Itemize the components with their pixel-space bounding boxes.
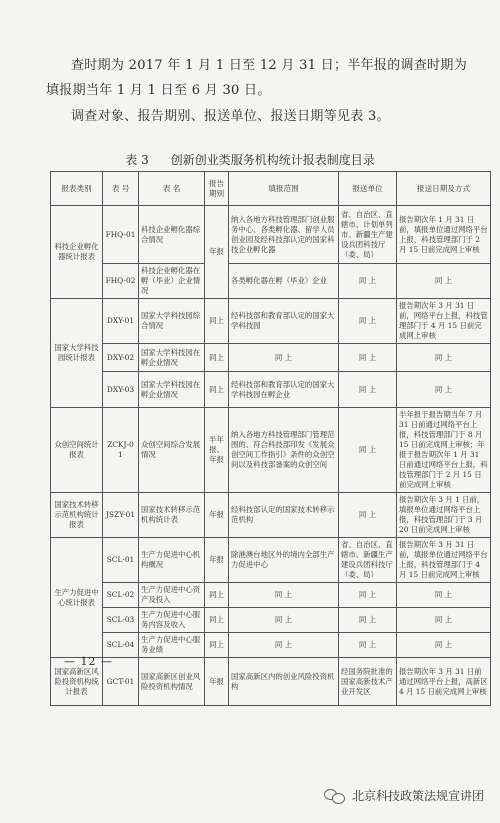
table-caption: 创新创业类服务机构统计报表制度目录	[170, 153, 375, 167]
cell-name: 国家大学科技园在孵企业情况	[139, 344, 205, 372]
body-text-line-2: 填报期当年 1 月 1 日至 6 月 30 日。	[46, 83, 271, 98]
header-category: 报表类别	[51, 172, 103, 206]
cell-name: 科技企业孵化器综合情况	[139, 206, 205, 264]
cell-code: DXY-01	[103, 299, 139, 344]
cell-name: 国家高新区创业风险投资机构情况	[139, 658, 205, 706]
cell-date: 同 上	[397, 583, 491, 608]
cell-name: 国家技术转移示范机构统计表	[139, 493, 205, 538]
header-code: 表 号	[103, 172, 139, 206]
cell-unit: 同 上	[339, 493, 397, 538]
cell-period: 半年报、年报	[205, 408, 229, 493]
cell-date: 同 上	[397, 372, 491, 408]
group-transfer: 国家技术转移示范机构统计报表	[51, 493, 103, 538]
cell-scope: 纳入各地方科技管理部门管理范围的、符合科技部印发《发展众创空间工作指引》条件的众创空间以及科技部备案的众创空间	[229, 408, 339, 493]
cell-code: FHQ-01	[103, 206, 139, 264]
header-unit: 报送单位	[339, 172, 397, 206]
body-text-line-1: 查时期为 2017 年 1 月 1 日至 12 月 31 日；半年报的调查时期为	[71, 58, 468, 73]
table-row	[51, 372, 491, 408]
cell-scope: 经科技部和教育部认定的国家大学科技园	[229, 299, 339, 344]
cell-unit: 同 上	[339, 264, 397, 299]
cell-period: 年报	[205, 493, 229, 538]
cell-code: SCL-03	[103, 608, 139, 633]
cell-date: 报告期次年 3 月 1 日前，填报单位通过网络平台上报，科技管理部门于 3 月 20 日前完成网上审核	[397, 493, 491, 538]
table-row	[51, 538, 491, 583]
cell-date: 报告期次年 3 月 31 日前，网络平台上报，科技管理部门于 4 月 15 日前完成网上审核	[397, 299, 491, 344]
cell-period: 年报	[205, 658, 229, 706]
cell-name: 生产力促进中心机构概况	[139, 538, 205, 583]
page-number: — 12 —	[64, 655, 113, 668]
body-text-line-3: 调查对象、报告期别、报送单位、报送日期等见表 3。	[71, 109, 390, 124]
cell-period: 同上	[205, 344, 229, 372]
cell-scope: 同 上	[229, 344, 339, 372]
cell-name: 生产力促进中心服务内容及收入	[139, 608, 205, 633]
group-maker: 众创空间统计报表	[51, 408, 103, 493]
cell-name: 国家大学科技园综合情况	[139, 299, 205, 344]
cell-unit: 同 上	[339, 299, 397, 344]
wechat-icon	[324, 788, 346, 804]
cell-date: 同 上	[397, 264, 491, 299]
cell-date: 报告期次年 3 月 31 日前，填报单位通过网络平台上报，科技管理部门于 4 月 15 日前完成网上审核	[397, 538, 491, 583]
table-row	[51, 264, 491, 299]
watermark-text: 北京科技政策法规宣讲团	[351, 789, 484, 803]
cell-unit: 同 上	[339, 372, 397, 408]
table-row	[51, 608, 491, 633]
table-row	[51, 583, 491, 608]
cell-unit: 省、自治区、直辖市、新疆生产建设兵团科技厅（委、局）	[339, 538, 397, 583]
header-name: 表 名	[139, 172, 205, 206]
cell-unit: 同 上	[339, 583, 397, 608]
cell-code: ZCKJ-01	[103, 408, 139, 493]
group-incubator: 科技企业孵化器统计报表	[51, 206, 103, 299]
table-row	[51, 493, 491, 538]
cell-period: 同上	[205, 608, 229, 633]
cell-unit: 同 上	[339, 608, 397, 633]
table-row	[51, 344, 491, 372]
cell-name: 众创空间综合发展情况	[139, 408, 205, 493]
cell-unit: 同 上	[339, 633, 397, 658]
cell-period: 年报	[205, 538, 229, 583]
cell-scope: 经科技部和教育部认定的国家大学科技园在孵企业	[229, 372, 339, 408]
cell-code: SCL-04	[103, 633, 139, 658]
cell-scope: 同 上	[229, 583, 339, 608]
cell-scope: 经科技部认定的国家技术转移示范机构	[229, 493, 339, 538]
cell-scope: 各类孵化器在孵（毕业）企业	[229, 264, 339, 299]
cell-date: 半年报于报告期当年 7 月 31 日前通过网络平台上报，科技管理部门于 8 月 15 日前完成网上审核；年报于报告期次年 1 月 31 日前通过网络平台上报，科技管理部门于 2 月 15 日前完成网上审核	[397, 408, 491, 493]
cell-date: 报告期次年 3 月 31 日前通过网络平台上报，高新区 4 月 15 日前完成网上审核	[397, 658, 491, 706]
cell-scope: 纳入各地方科技管理部门创业服务中心、各类孵化器、留学人员创业园及经科技部认定的国家科技企业孵化器	[229, 206, 339, 264]
report-catalog-table	[50, 171, 491, 706]
cell-unit: 经国务院批准的国家高新技术产业开发区	[339, 658, 397, 706]
table-row	[51, 408, 491, 493]
cell-scope: 同 上	[229, 608, 339, 633]
cell-unit: 同 上	[339, 408, 397, 493]
cell-period: 同上	[205, 583, 229, 608]
cell-period: 同上	[205, 633, 229, 658]
group-venture: 国家高新区风险投资机构统计报表	[51, 658, 103, 706]
header-date: 报送日期及方式	[397, 172, 491, 206]
cell-date: 同 上	[397, 344, 491, 372]
cell-code: DXY-03	[103, 372, 139, 408]
table-row	[51, 658, 491, 706]
cell-date: 同 上	[397, 633, 491, 658]
cell-unit: 同 上	[339, 344, 397, 372]
cell-code: DXY-02	[103, 344, 139, 372]
table-title	[0, 151, 500, 168]
watermark	[324, 787, 484, 804]
cell-code: JSZY-01	[103, 493, 139, 538]
header-period: 报告期别	[205, 172, 229, 206]
header-scope: 填报范围	[229, 172, 339, 206]
cell-period: 年报	[205, 206, 229, 299]
cell-period: 同上	[205, 372, 229, 408]
cell-unit: 省、自治区、直辖市、计划单列市、新疆生产建设兵团科技厅（委、局）	[339, 206, 397, 264]
cell-code: SCL-01	[103, 538, 139, 583]
cell-date: 报告期次年 1 月 31 日前，填报单位通过网络平台上报，科技管理部门于 2 月 15 日前完成网上审核	[397, 206, 491, 264]
table-row	[51, 206, 491, 264]
cell-name: 科技企业孵化器在孵（毕业）企业情况	[139, 264, 205, 299]
cell-name: 生产力促进中心资产及投入	[139, 583, 205, 608]
cell-name: 生产力促进中心服务业绩	[139, 633, 205, 658]
cell-scope: 国家高新区内的创业风险投资机构	[229, 658, 339, 706]
table-row	[51, 633, 491, 658]
group-productivity: 生产力促进中心统计报表	[51, 538, 103, 658]
cell-code: FHQ-02	[103, 264, 139, 299]
cell-date: 同 上	[397, 608, 491, 633]
table-row	[51, 299, 491, 344]
cell-scope: 同 上	[229, 633, 339, 658]
cell-code: SCL-02	[103, 583, 139, 608]
table-header-row	[51, 172, 491, 206]
group-sciencepark: 国家大学科技园统计报表	[51, 299, 103, 408]
cell-code: GCT-01	[103, 658, 139, 706]
table-number: 表 3	[125, 153, 149, 167]
cell-scope: 除港澳台地区外的境内全部生产力促进中心	[229, 538, 339, 583]
cell-period: 同上	[205, 299, 229, 344]
cell-name: 国家大学科技园在孵企业情况	[139, 372, 205, 408]
